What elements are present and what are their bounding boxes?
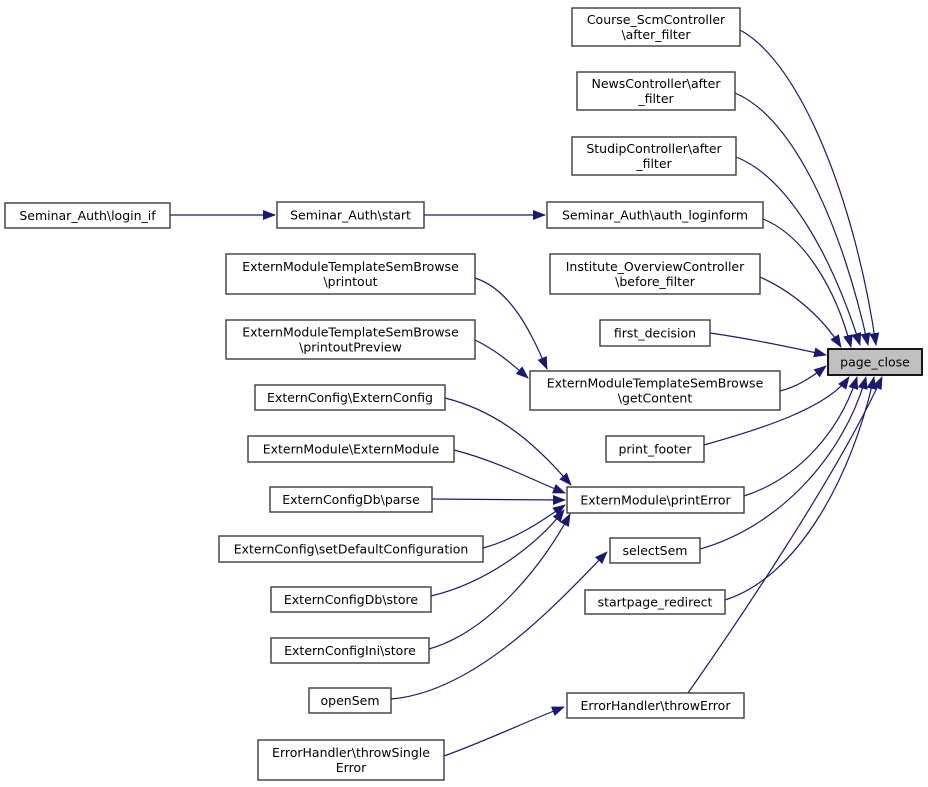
node-label: Seminar_Auth\auth_loginform <box>561 207 749 223</box>
node-startpage_redirect[interactable] <box>585 590 725 614</box>
node-label: first_decision <box>613 325 697 341</box>
edge-externconfig_set_default-to-externmodule_print_error <box>483 505 565 548</box>
edge-externconfig_ctor-to-externmodule_print_error <box>445 398 571 485</box>
node-seminar_auth_start[interactable] <box>277 202 424 228</box>
node-externconfig_ctor[interactable] <box>255 385 445 410</box>
node-label: ExternModuleTemplateSemBrowse \getContent <box>546 375 764 406</box>
node-label: ExternConfigDb\parse <box>282 492 420 507</box>
node-label: ExternModuleTemplateSemBrowse \printout <box>242 259 459 289</box>
node-seminar_auth_auth_loginform[interactable] <box>547 202 763 228</box>
node-embrowse_printout[interactable] <box>226 254 475 294</box>
node-errorhandler_throw_single[interactable] <box>258 740 444 780</box>
node-externconfigdb_store[interactable] <box>271 587 431 612</box>
node-label: StudipController\after _filter <box>586 141 722 171</box>
edge-embrowse_get_content-to-page_close <box>780 366 826 391</box>
edge-embrowse_printout-to-embrowse_get_content <box>475 278 547 369</box>
node-label: Seminar_Auth\start <box>290 207 411 223</box>
node-externconfigdb_parse[interactable] <box>270 487 432 512</box>
node-label: ExternConfig\setDefaultConfiguration <box>233 541 469 557</box>
node-errorhandler_throw_error[interactable] <box>567 693 744 718</box>
node-label: ExternModule\printError <box>580 492 731 508</box>
node-label: selectSem <box>622 543 688 558</box>
node-externconfigini_store[interactable] <box>271 638 429 663</box>
node-label: openSem <box>320 693 380 708</box>
node-externconfig_set_default[interactable] <box>219 536 483 562</box>
node-label: ErrorHandler\throwError <box>580 698 731 713</box>
node-studip_after_filter[interactable] <box>572 137 736 175</box>
edge-externconfigini_store-to-externmodule_print_error <box>429 514 570 649</box>
edge-errorhandler_throw_error-to-page_close <box>688 377 882 693</box>
node-print_footer[interactable] <box>606 436 704 462</box>
node-label: Institute_OverviewController \before_filter <box>565 259 745 289</box>
node-label: ExternModuleTemplateSemBrowse \printoutPreview <box>242 324 459 355</box>
node-select_sem[interactable] <box>610 538 700 563</box>
node-seminar_auth_login_if[interactable] <box>5 203 170 228</box>
node-page_close <box>828 349 922 375</box>
edge-course_scm_after_filter-to-page_close <box>740 30 876 345</box>
edge-externconfigdb_parse-to-externmodule_print_error <box>432 499 565 500</box>
node-embrowse_printout_preview[interactable] <box>226 320 475 359</box>
node-open_sem[interactable] <box>309 688 391 713</box>
node-institute_before_filter[interactable] <box>550 254 760 294</box>
node-label: ExternConfigDb\store <box>283 592 419 607</box>
edge-open_sem-to-select_sem <box>391 552 607 699</box>
edge-errorhandler_throw_single-to-errorhandler_throw_error <box>444 707 564 756</box>
node-label: ExternConfigIni\store <box>284 643 416 658</box>
edge-externmodule_ctor-to-externmodule_print_error <box>454 450 565 493</box>
node-label: ErrorHandler\throwSingle Error <box>272 745 430 775</box>
node-news_after_filter[interactable] <box>577 72 735 110</box>
node-label: Course_ScmController \after_filter <box>586 12 726 42</box>
node-label: page_close <box>840 354 910 370</box>
node-label: NewsController\after _filter <box>591 76 721 106</box>
node-embrowse_get_content[interactable] <box>530 371 780 410</box>
node-label: print_footer <box>618 441 692 457</box>
node-label: startpage_redirect <box>597 594 713 610</box>
node-externmodule_print_error[interactable] <box>567 487 744 513</box>
edge-embrowse_printout_preview-to-embrowse_get_content <box>475 340 528 378</box>
node-externmodule_ctor[interactable] <box>248 436 454 462</box>
node-first_decision[interactable] <box>600 320 710 346</box>
nodes-layer <box>5 8 922 780</box>
edge-first_decision-to-page_close <box>710 333 826 355</box>
node-course_scm_after_filter[interactable] <box>572 8 740 46</box>
node-label: ExternConfig\ExternConfig <box>267 390 433 405</box>
node-label: ExternModule\ExternModule <box>262 441 440 457</box>
node-label: Seminar_Auth\login_if <box>19 208 156 223</box>
